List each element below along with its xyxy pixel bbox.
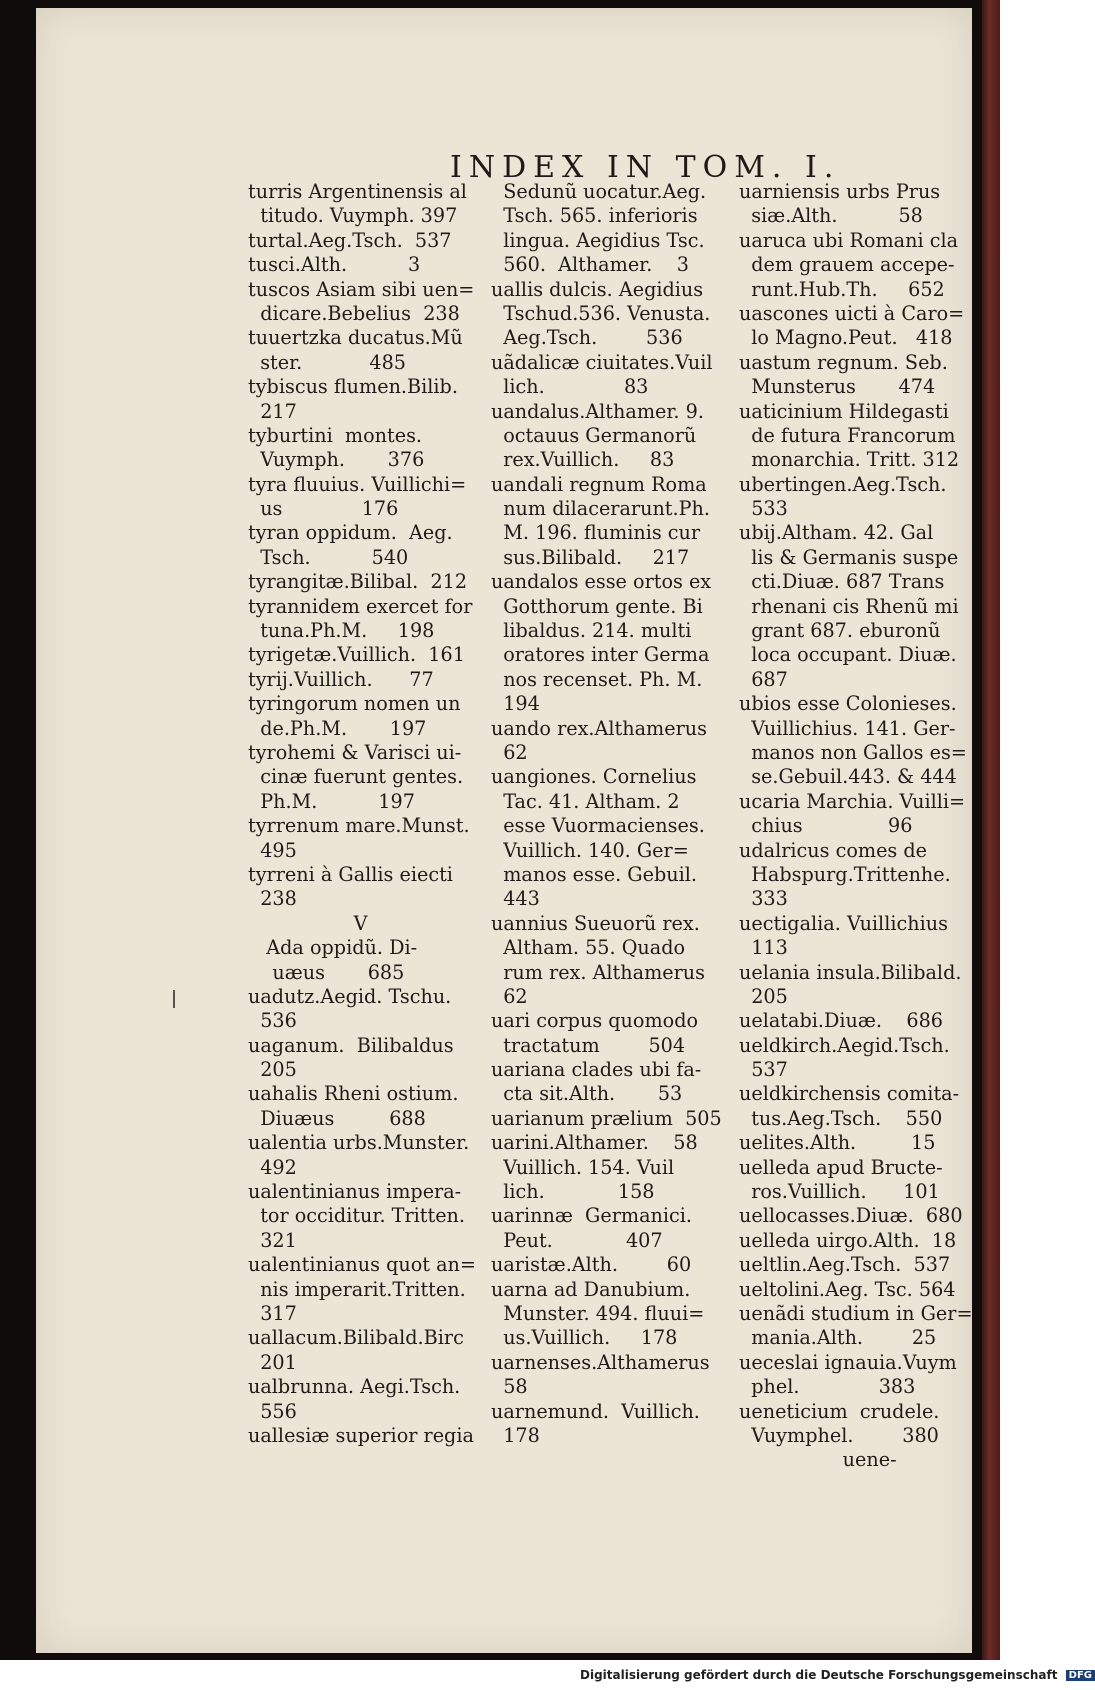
index-line: tusci.Alth. 3 [248, 253, 421, 277]
index-line: ueldkirch.Aegid.Tsch. [739, 1033, 950, 1057]
index-line: uandalos esse ortos ex [491, 570, 712, 594]
index-line: loca occupant. Diuæ. [739, 643, 957, 667]
index-line: se.Gebuil.443. & 444 [739, 765, 957, 789]
index-line: uari corpus quomodo [491, 1009, 699, 1033]
index-line: ualbrunna. Aegi.Tsch. [248, 1375, 461, 1399]
index-line: rum rex. Althamerus [491, 960, 705, 984]
index-line: ster. 485 [248, 350, 406, 374]
index-line: ubertingen.Aeg.Tsch. [739, 472, 947, 496]
index-line: 113 [739, 936, 788, 960]
index-line: uangiones. Cornelius [491, 765, 697, 789]
index-line: Vuillich. 154. Vuil [491, 1155, 675, 1179]
page-header: INDEX IN TOM. I. [450, 150, 841, 185]
index-line: uando rex.Althamerus [491, 716, 707, 740]
index-line: ueldkirchensis comita- [739, 1082, 960, 1106]
index-line: uarinnæ Germanici. [491, 1204, 693, 1228]
index-line: Aeg.Tsch. 536 [491, 326, 683, 350]
index-line: lich. 158 [491, 1180, 655, 1204]
index-line: ucaria Marchia. Vuilli= [739, 789, 966, 813]
index-line: Ada oppidũ. Di- [248, 936, 418, 960]
index-line: tyrreni à Gallis eiecti [248, 862, 453, 886]
index-line: Vuillich. 140. Ger= [491, 838, 689, 862]
index-line: uene- [739, 1448, 897, 1472]
index-line: sus.Bilibald. 217 [491, 545, 690, 569]
index-line: tyrannidem exercet for [248, 594, 473, 618]
index-line: tybiscus flumen.Bilib. [248, 375, 458, 399]
index-line: mania.Alth. 25 [739, 1326, 937, 1350]
index-line: us 176 [248, 497, 399, 521]
index-line: 492 [248, 1155, 297, 1179]
index-line: titudo. Vuymph. 397 [248, 204, 458, 228]
index-line: uallacum.Bilibald.Birc [248, 1326, 464, 1350]
index-line: 321 [248, 1228, 297, 1252]
index-line: rex.Vuillich. 83 [491, 448, 675, 472]
index-line: uelites.Alth. 15 [739, 1131, 936, 1155]
index-line: num dilacerarunt.Ph. [491, 497, 710, 521]
index-line: tyburtini montes. [248, 423, 423, 447]
index-line: 536 [248, 1009, 297, 1033]
index-line: tyra fluuius. Vuillichi= [248, 472, 467, 496]
index-line: ualentinianus impera- [248, 1180, 462, 1204]
index-line: uãdalicæ ciuitates.Vuil [491, 350, 713, 374]
index-line: uarna ad Danubium. [491, 1277, 691, 1301]
index-line: uarini.Althamer. 58 [491, 1131, 698, 1155]
index-line: monarchia. Tritt. 312 [739, 448, 960, 472]
index-line: grant 687. eburonũ [739, 619, 941, 643]
index-line: uahalis Rheni ostium. [248, 1082, 459, 1106]
index-line: nos recenset. Ph. M. [491, 667, 703, 691]
index-line: 533 [739, 497, 788, 521]
index-line: 178 [491, 1423, 540, 1447]
index-line: oratores inter Germa [491, 643, 710, 667]
index-line: 333 [739, 887, 788, 911]
index-column-2 [491, 180, 723, 1448]
index-line: 194 [491, 692, 540, 716]
index-line: lis & Germanis suspe [739, 545, 959, 569]
footer-credit [580, 1668, 1095, 1682]
index-line: turris Argentinensis al [248, 180, 467, 203]
index-line: uallis dulcis. Aegidius [491, 277, 704, 301]
index-line: Gotthorum gente. Bi [491, 594, 703, 618]
index-line: uelleda uirgo.Alth. 18 [739, 1228, 957, 1252]
index-line: Peut. 407 [491, 1228, 663, 1252]
index-line: uæus 685 [248, 960, 405, 984]
index-line: 62 [491, 984, 528, 1008]
index-line: lingua. Aegidius Tsc. [491, 228, 705, 252]
index-line: uariana clades ubi fa- [491, 1058, 702, 1082]
index-line: nis imperarit.Tritten. [248, 1277, 466, 1301]
index-line: de.Ph.M. 197 [248, 716, 427, 740]
index-line: tuna.Ph.M. 198 [248, 619, 435, 643]
index-line: 556 [248, 1399, 297, 1423]
index-line: uaticinium Hildegasti [739, 399, 949, 423]
index-line: siæ.Alth. 58 [739, 204, 923, 228]
index-line: de futura Francorum [739, 423, 956, 447]
index-line: uadutz.Aegid. Tschu. [248, 984, 452, 1008]
index-line: 317 [248, 1301, 297, 1325]
index-line: uelatabi.Diuæ. 686 [739, 1009, 943, 1033]
index-line: Diuæus 688 [248, 1106, 426, 1130]
index-line: uannius Sueuorũ rex. [491, 911, 700, 935]
index-line: 537 [739, 1058, 788, 1082]
margin-mark [173, 990, 175, 1008]
index-line: ubios esse Colonieses. [739, 692, 957, 716]
index-line: Munster. 494. fluui= [491, 1301, 705, 1325]
index-line: Vuillichius. 141. Ger- [739, 716, 956, 740]
index-line: uaruca ubi Romani cla [739, 228, 959, 252]
index-line: uelleda apud Bructe- [739, 1155, 943, 1179]
index-line: 201 [248, 1350, 297, 1374]
index-line: Ph.M. 197 [248, 789, 415, 813]
index-line: uarniensis urbs Prus [739, 180, 941, 203]
index-line: uarnenses.Althamerus [491, 1350, 710, 1374]
index-line: tus.Aeg.Tsch. 550 [739, 1106, 943, 1130]
index-line: ualentia urbs.Munster. [248, 1131, 470, 1155]
index-line: lo Magno.Peut. 418 [739, 326, 953, 350]
index-line: 62 [491, 740, 528, 764]
index-line: Habspurg.Trittenhe. [739, 862, 951, 886]
index-line: uastum regnum. Seb. [739, 350, 948, 374]
index-line: runt.Hub.Th. 652 [739, 277, 945, 301]
index-line: uelania insula.Bilibald. [739, 960, 962, 984]
index-line: ubij.Altham. 42. Gal [739, 521, 934, 545]
index-line: uenãdi studium in Ger= [739, 1301, 973, 1325]
index-line: 443 [491, 887, 540, 911]
index-line: Tac. 41. Altham. 2 [491, 789, 680, 813]
index-line: 205 [248, 1058, 297, 1082]
index-line: udalricus comes de [739, 838, 928, 862]
index-column-1 [248, 180, 476, 1448]
index-line: tyrigetæ.Vuillich. 161 [248, 643, 465, 667]
index-line: tyrij.Vuillich. 77 [248, 667, 434, 691]
index-line: ueneticium crudele. [739, 1399, 940, 1423]
book-edge [982, 0, 1000, 1660]
index-line: ros.Vuillich. 101 [739, 1180, 940, 1204]
index-line: Tsch. 565. inferioris [491, 204, 698, 228]
index-line: Vuymph. 376 [248, 448, 425, 472]
index-line: Tsch. 540 [248, 545, 409, 569]
index-line: dem grauem accepe- [739, 253, 955, 277]
index-line: tuscos Asiam sibi uen= [248, 277, 475, 301]
index-line: tyrrenum mare.Munst. [248, 814, 470, 838]
index-line: ueceslai ignauia.Vuym [739, 1350, 957, 1374]
index-line: esse Vuormacienses. [491, 814, 705, 838]
index-line: M. 196. fluminis cur [491, 521, 701, 545]
index-line: uandali regnum Roma [491, 472, 707, 496]
index-line: uaganum. Bilibaldus [248, 1033, 454, 1057]
index-line: 687 [739, 667, 788, 691]
index-line: lich. 83 [491, 375, 649, 399]
index-line: uectigalia. Vuillichius [739, 911, 948, 935]
index-line: octauus Germanorũ [491, 423, 697, 447]
index-line: uaristæ.Alth. 60 [491, 1253, 692, 1277]
index-line: tor occiditur. Tritten. [248, 1204, 466, 1228]
index-line: tyringorum nomen un [248, 692, 461, 716]
index-line: 217 [248, 399, 297, 423]
index-line: 238 [248, 887, 297, 911]
index-line: cti.Diuæ. 687 Trans [739, 570, 945, 594]
index-line: Tschud.536. Venusta. [491, 301, 711, 325]
index-line: uellocasses.Diuæ. 680 [739, 1204, 963, 1228]
index-line: uandalus.Althamer. 9. [491, 399, 704, 423]
index-line: dicare.Bebelius 238 [248, 301, 460, 325]
index-line: Vuymphel. 380 [739, 1423, 939, 1447]
dfg-logo: DFG [1066, 1670, 1095, 1681]
index-line: 560. Althamer. 3 [491, 253, 689, 277]
index-line: manos non Gallos es= [739, 740, 967, 764]
index-line: cta sit.Alth. 53 [491, 1082, 683, 1106]
index-line: turtal.Aeg.Tsch. 537 [248, 228, 452, 252]
index-line: 58 [491, 1375, 528, 1399]
index-line: tractatum 504 [491, 1033, 686, 1057]
index-line: uarianum prælium 505 [491, 1106, 722, 1130]
index-line: tuuertzka ducatus.Mũ [248, 326, 463, 350]
index-line: rhenani cis Rhenũ mi [739, 594, 959, 618]
index-line: ualentinianus quot an= [248, 1253, 476, 1277]
index-line: ueltolini.Aeg. Tsc. 564 [739, 1277, 956, 1301]
index-line: Munsterus 474 [739, 375, 936, 399]
index-column-3 [739, 180, 971, 1473]
index-line: 205 [739, 984, 788, 1008]
index-line: chius 96 [739, 814, 913, 838]
index-line: tyrohemi & Varisci ui- [248, 740, 462, 764]
index-line: uallesiæ superior regia [248, 1423, 474, 1447]
index-line: tyran oppidum. Aeg. [248, 521, 453, 545]
index-line: tyrangitæ.Bilibal. 212 [248, 570, 468, 594]
section-letter: V [353, 911, 368, 935]
index-line: us.Vuillich. 178 [491, 1326, 678, 1350]
footer-text: Digitalisierung gefördert durch die Deutsche Forschungsgemeinschaft [580, 1668, 1058, 1682]
index-line: Sedunũ uocatur.Aeg. [491, 180, 707, 203]
index-line: ueltlin.Aeg.Tsch. 537 [739, 1253, 951, 1277]
index-line: phel. 383 [739, 1375, 916, 1399]
index-line: uarnemund. Vuillich. [491, 1399, 700, 1423]
index-line: cinæ fuerunt gentes. [248, 765, 464, 789]
index-line: manos esse. Gebuil. [491, 862, 697, 886]
index-line: libaldus. 214. multi [491, 619, 692, 643]
index-line: uascones uicti à Caro= [739, 301, 965, 325]
index-line: 495 [248, 838, 297, 862]
index-line: Altham. 55. Quado [491, 936, 686, 960]
